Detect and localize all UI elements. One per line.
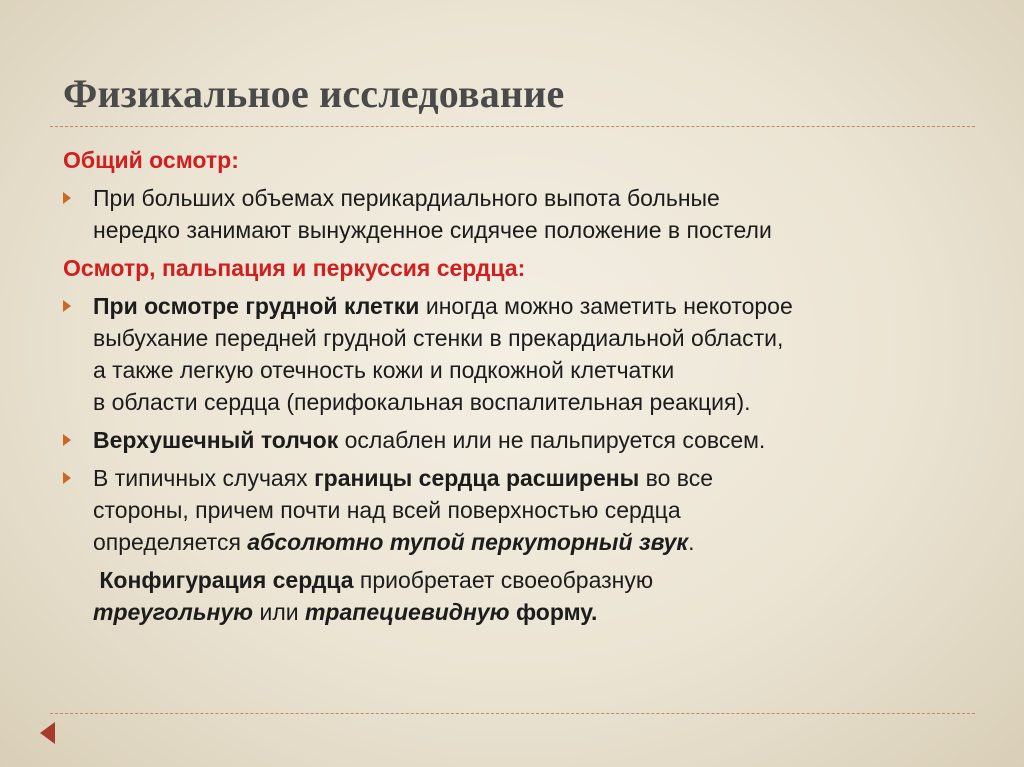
bullet-bold-text: При осмотре грудной клетки [93,293,420,319]
corner-triangle-icon [40,722,55,744]
footer-divider [50,713,975,714]
bullet-arrow-icon [63,192,71,204]
bullet-text: выбухание передней грудной стенки в прекардиальной области, [93,325,784,351]
bullet-text: ослаблен или не пальпируется совсем. [338,427,766,453]
bullet-text: стороны, причем почти над всей поверхностью сердца [93,497,681,523]
slide-title: Физикальное исследование [63,71,565,116]
bullet-text: а также легкую отечность кожи и подкожной клетчатки [93,357,675,383]
bullet-text: При больших объемах перикардиального выпота больные [93,185,720,211]
bullet-text: определяется [93,529,248,555]
para-text: приобретает своеобразную [353,567,654,593]
bullet-text: . [688,529,695,555]
bullet-item [63,424,968,456]
bullet-item [63,290,968,418]
bullet-bold-italic-text: абсолютно тупой перкуторный звук [247,529,689,555]
bullet-arrow-icon [63,300,71,312]
title-divider [50,126,975,127]
para-text: или [253,599,305,625]
bullet-text: нередко занимают вынужденное сидячее положение в постели [93,217,772,243]
section-heading-palpation: Осмотр, пальпация и перкуссия сердца: [63,255,526,281]
section-heading-general-exam: Общий осмотр: [63,147,239,173]
bullet-text: В типичных случаях [93,465,315,491]
bullet-arrow-icon [63,472,71,484]
bullet-item [63,182,968,246]
para-bold-italic-text: треугольную [93,599,254,625]
para-bold-italic-text: трапециевидную [304,599,510,625]
bullet-text: иногда можно заметить некоторое [419,293,793,319]
bullet-bold-text: Верхушечный толчок [93,427,339,453]
bullet-item [63,462,968,558]
bullet-text: во все [639,465,714,491]
para-bold-text: Конфигурация сердца [99,567,354,593]
configuration-paragraph [63,564,968,628]
para-bold-text: форму. [509,599,598,625]
bullet-arrow-icon [63,434,71,446]
bullet-text: в области сердца (перифокальная воспалительная реакция). [93,389,751,415]
bullet-bold-text: границы сердца расширены [314,465,640,491]
slide-content [63,144,968,628]
